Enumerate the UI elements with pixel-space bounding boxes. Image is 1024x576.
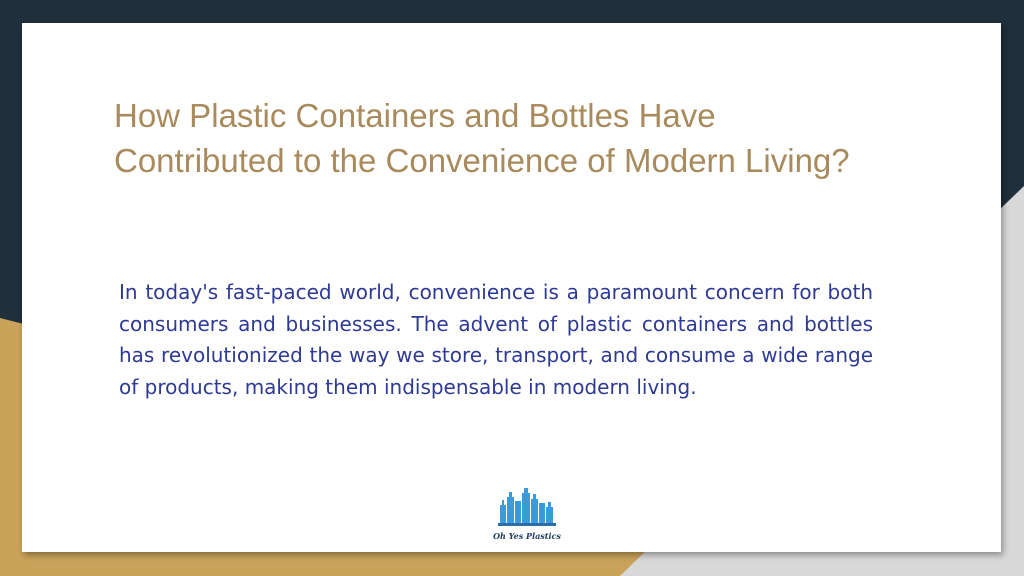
- slide-card: [22, 23, 1001, 552]
- logo-wordmark: Oh Yes Plastics: [493, 531, 561, 541]
- bottles-skyline-logo-icon: [492, 483, 562, 529]
- slide-body-text: In today's fast-paced world, convenience is a paramount concern for both consumers and businesses. The advent of plastic containers and bottles has revolutionized the way we store, transport, and consume a wide range of products, making them indispensable in modern living.: [119, 280, 873, 399]
- slide-title: How Plastic Containers and Bottles Have Contributed to the Convenience of Modern Living?: [114, 97, 850, 179]
